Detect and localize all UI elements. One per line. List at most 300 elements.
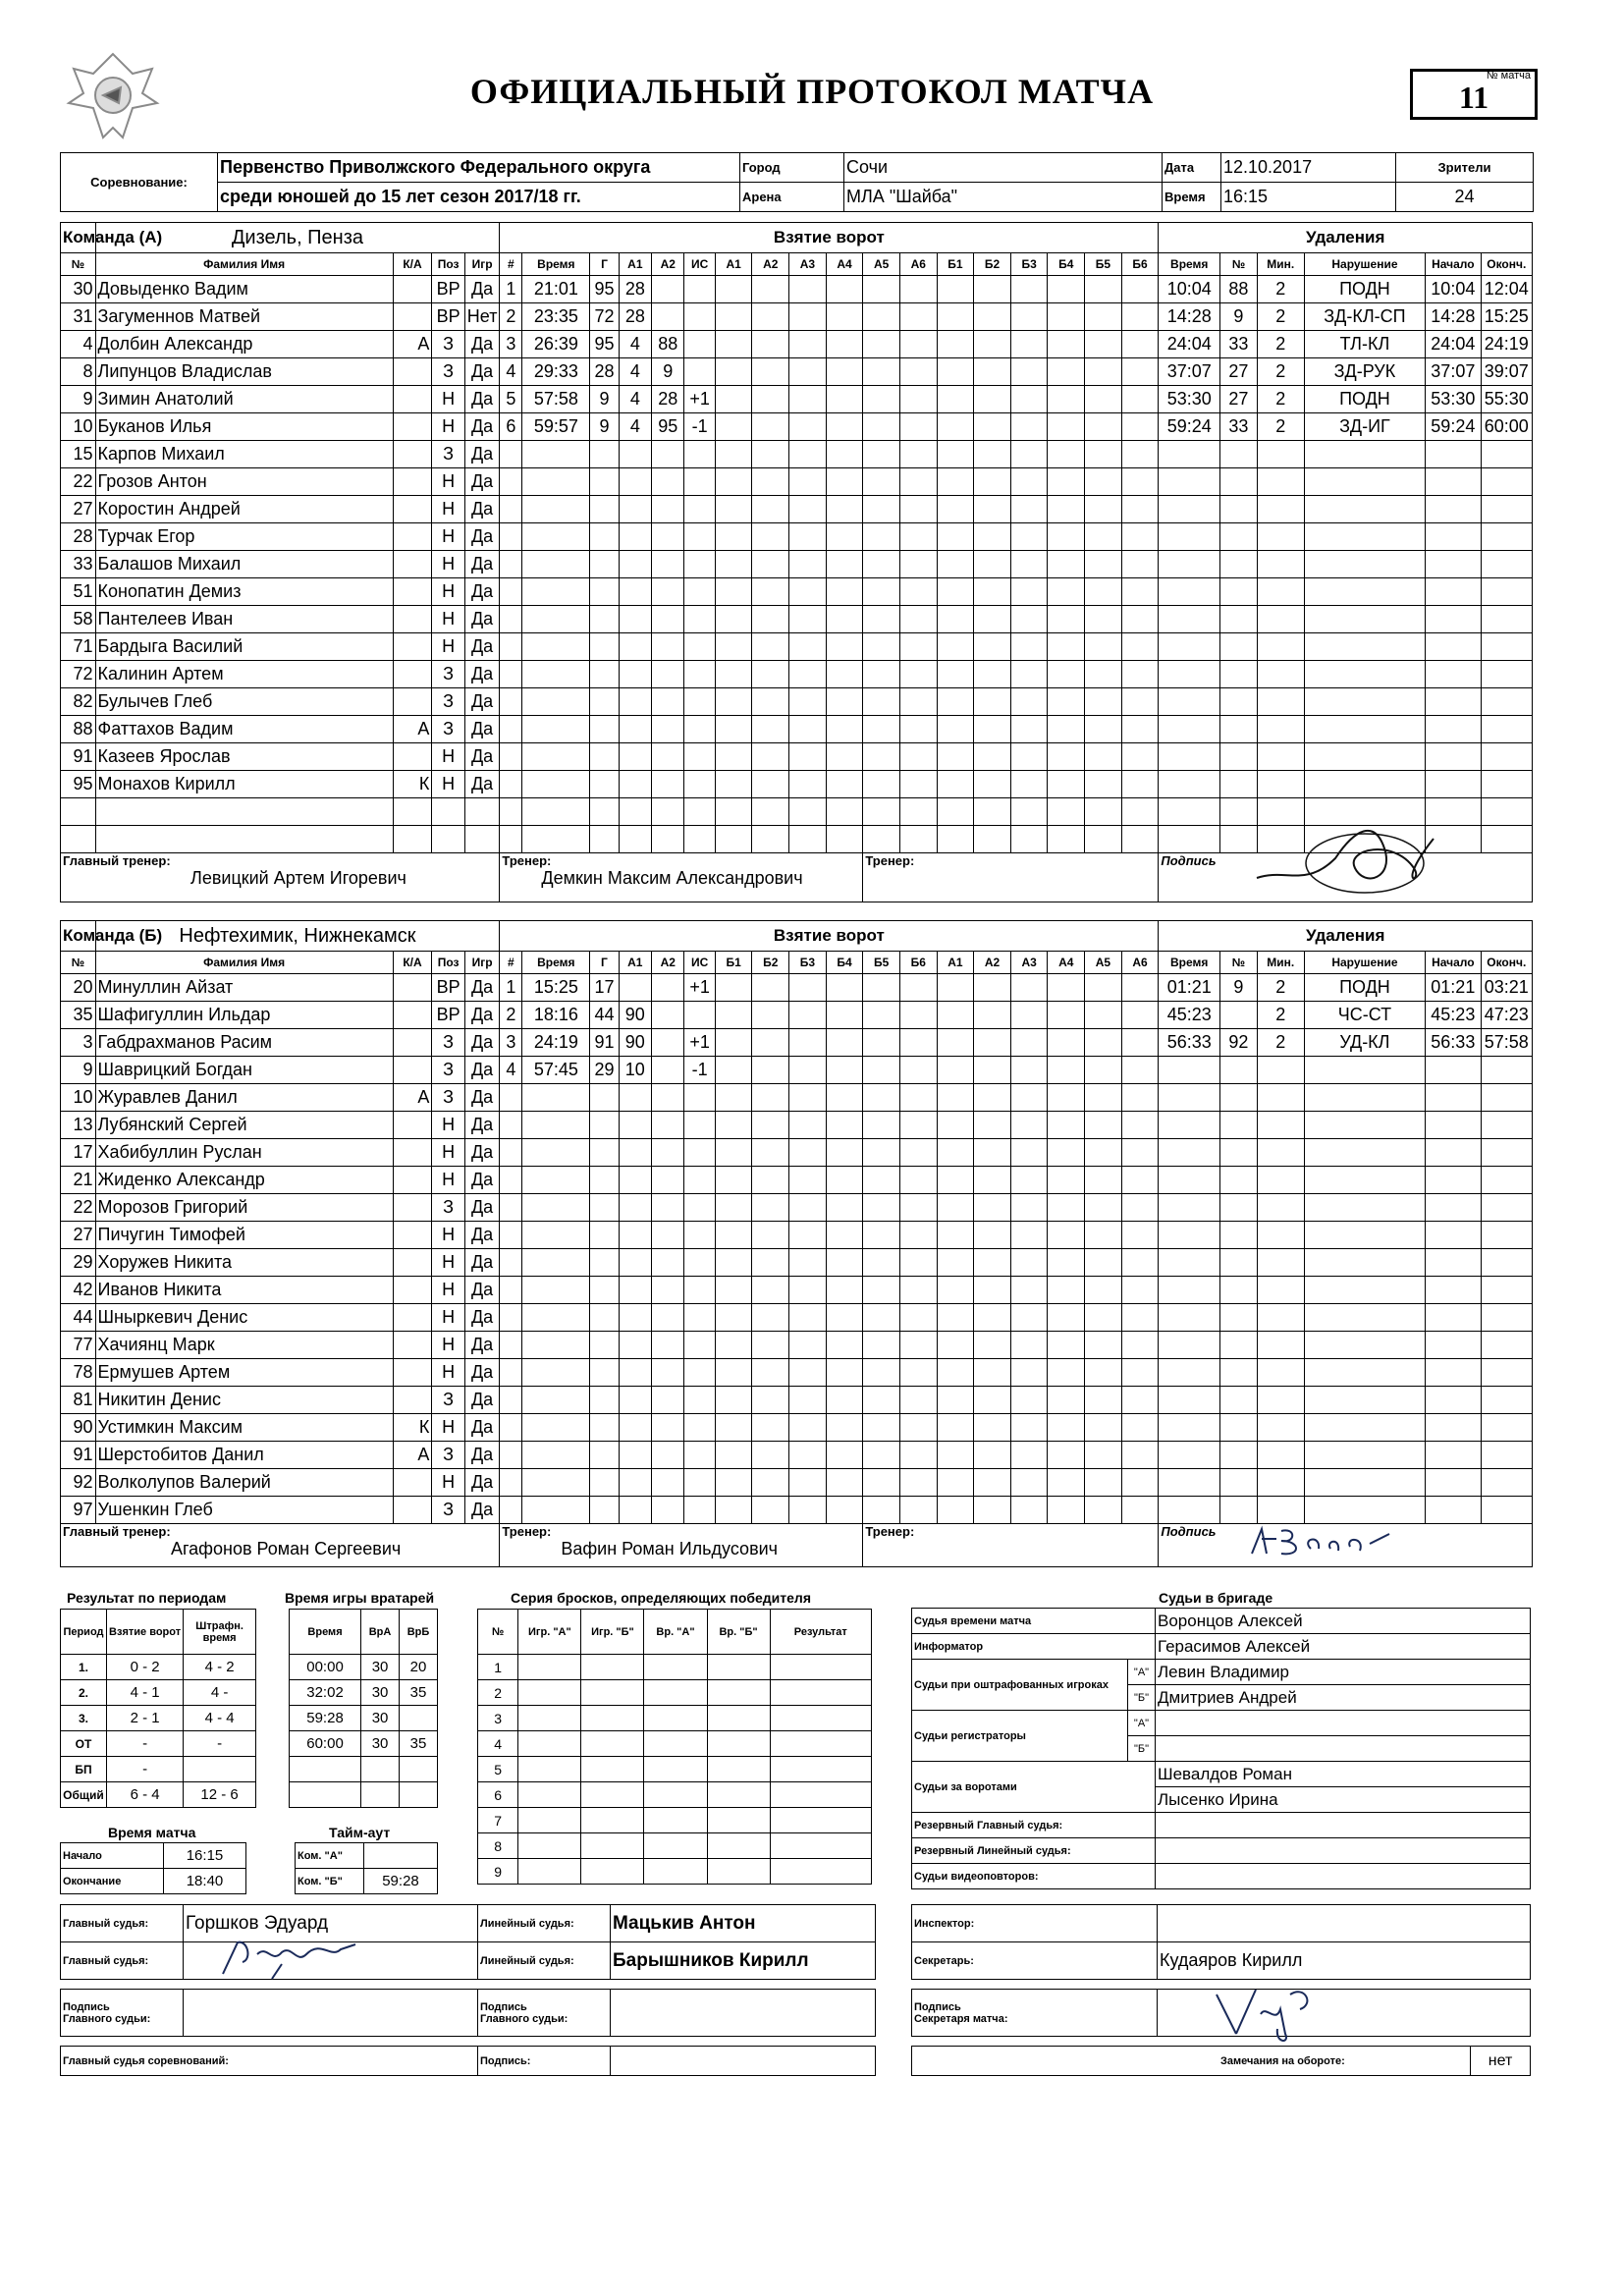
- player-name: Ушенкин Глеб: [95, 1497, 393, 1524]
- col-header: №: [61, 253, 96, 276]
- penalty-start: [1426, 688, 1481, 716]
- penalty-time: [1159, 1497, 1220, 1524]
- player-position: З: [432, 1194, 464, 1222]
- player-played: Да: [464, 1387, 500, 1414]
- goal-scorer: 44: [590, 1002, 619, 1029]
- on-ice-player: [863, 606, 900, 633]
- goalie-row: [290, 1757, 438, 1782]
- on-ice-player: [826, 633, 863, 661]
- goal-strength: [684, 1387, 715, 1414]
- on-ice-player: [1048, 468, 1085, 496]
- player-number: 21: [61, 1167, 96, 1194]
- player-number: 22: [61, 468, 96, 496]
- on-ice-player: [715, 1469, 752, 1497]
- on-ice-player: [1048, 1194, 1085, 1222]
- on-ice-player: [899, 1359, 937, 1387]
- col-header: #: [500, 952, 522, 974]
- penalty-start: 45:23: [1426, 1002, 1481, 1029]
- spectators-value: 24: [1396, 183, 1534, 212]
- col-header: А2: [752, 253, 789, 276]
- penalty-end: 39:07: [1481, 358, 1532, 386]
- on-ice-player: [1048, 1222, 1085, 1249]
- shootout-number: 9: [478, 1859, 518, 1885]
- goal-strength: +1: [684, 386, 715, 413]
- player-name: Буканов Илья: [95, 413, 393, 441]
- penalty-start: 37:07: [1426, 358, 1481, 386]
- team-a-row: [61, 441, 1533, 468]
- goal-scorer: [590, 1359, 619, 1387]
- on-ice-player: [752, 303, 789, 331]
- on-ice-player: [1048, 661, 1085, 688]
- on-ice-player: [715, 303, 752, 331]
- player-captain-mark: [393, 413, 432, 441]
- col-header: Г: [590, 952, 619, 974]
- goal-assist-2: [652, 551, 684, 578]
- player-captain-mark: [393, 606, 432, 633]
- penalty-start: [1426, 441, 1481, 468]
- player-captain-mark: [393, 551, 432, 578]
- on-ice-player: [1010, 1002, 1048, 1029]
- goal-number: [500, 1497, 522, 1524]
- player-played: Да: [464, 551, 500, 578]
- player-played: Да: [464, 578, 500, 606]
- goal-assist-2: [652, 1222, 684, 1249]
- penalty-time: [1159, 1442, 1220, 1469]
- player-name: Фаттахов Вадим: [95, 716, 393, 743]
- penalty-time: [1159, 496, 1220, 523]
- player-played: Да: [464, 1222, 500, 1249]
- on-ice-player: [899, 798, 937, 826]
- player-number: 71: [61, 633, 96, 661]
- on-ice-player: [899, 1029, 937, 1057]
- goal-strength: [684, 1277, 715, 1304]
- goal-assist-1: 28: [619, 276, 651, 303]
- player-position: Н: [432, 496, 464, 523]
- goalie-row: [290, 1655, 438, 1680]
- col-header: Игр: [464, 253, 500, 276]
- on-ice-player: [863, 716, 900, 743]
- goal-number: 4: [500, 1057, 522, 1084]
- on-ice-player: [899, 826, 937, 853]
- col-header: А1: [619, 952, 651, 974]
- on-ice-player: [826, 1167, 863, 1194]
- penalty-end: [1481, 1497, 1532, 1524]
- shootout-cell: [581, 1833, 644, 1859]
- period-name: 1.: [61, 1655, 107, 1680]
- on-ice-player: [937, 578, 974, 606]
- penalty-minutes: 2: [1257, 1029, 1304, 1057]
- shootout-row: [478, 1782, 872, 1808]
- goal-assist-2: [652, 716, 684, 743]
- on-ice-player: [1010, 1194, 1048, 1222]
- on-ice-player: [899, 1387, 937, 1414]
- player-number: 13: [61, 1112, 96, 1139]
- shootout-cell: [581, 1731, 644, 1757]
- player-number: 10: [61, 1084, 96, 1112]
- goal-scorer: [590, 1277, 619, 1304]
- player-captain-mark: [393, 1057, 432, 1084]
- on-ice-player: [1121, 1387, 1159, 1414]
- goal-assist-2: [652, 826, 684, 853]
- team-b-row: [61, 1194, 1533, 1222]
- date-value: 12.10.2017: [1221, 153, 1396, 183]
- team-a-row: [61, 496, 1533, 523]
- penalty-start: 56:33: [1426, 1029, 1481, 1057]
- player-played: Да: [464, 1332, 500, 1359]
- goal-strength: [684, 1222, 715, 1249]
- on-ice-player: [863, 523, 900, 551]
- penalty-judge-a: Левин Владимир: [1156, 1660, 1531, 1685]
- penalty-time: [1159, 578, 1220, 606]
- penalty-end: [1481, 496, 1532, 523]
- date-label: Дата: [1163, 153, 1221, 183]
- penalty-start: [1426, 661, 1481, 688]
- on-ice-player: [863, 1194, 900, 1222]
- player-captain-mark: [393, 468, 432, 496]
- goal-number: [500, 1139, 522, 1167]
- goal-assist-2: [652, 1084, 684, 1112]
- on-ice-player: [752, 1277, 789, 1304]
- goal-assist-1: [619, 1442, 651, 1469]
- on-ice-player: [1048, 1057, 1085, 1084]
- player-name: Долбин Александр: [95, 331, 393, 358]
- on-ice-player: [1121, 798, 1159, 826]
- penalty-minutes: 2: [1257, 1002, 1304, 1029]
- on-ice-player: [1085, 826, 1122, 853]
- on-ice-player: [974, 1222, 1011, 1249]
- period-pim: 4 - 4: [184, 1706, 256, 1731]
- on-ice-player: [752, 1057, 789, 1084]
- player-position: З: [432, 1029, 464, 1057]
- goal-time: [522, 798, 590, 826]
- remarks-value: нет: [1470, 2047, 1530, 2075]
- on-ice-player: [1010, 798, 1048, 826]
- goalie-row: [290, 1731, 438, 1757]
- on-ice-player: [937, 716, 974, 743]
- on-ice-player: [789, 771, 827, 798]
- player-played: Да: [464, 1194, 500, 1222]
- on-ice-player: [1010, 441, 1048, 468]
- on-ice-player: [1085, 1359, 1122, 1387]
- team-b-head-coach: Агафонов Роман Сергеевич: [171, 1539, 402, 1558]
- goal-number: 1: [500, 974, 522, 1002]
- on-ice-player: [826, 1387, 863, 1414]
- goal-scorer: [590, 633, 619, 661]
- team-b-signature: [1242, 1519, 1399, 1568]
- penalty-time: 10:04: [1159, 276, 1220, 303]
- goalie-time: 00:00: [290, 1655, 361, 1680]
- penalty-time: [1159, 468, 1220, 496]
- penalty-minutes: [1257, 578, 1304, 606]
- penalty-end: 55:30: [1481, 386, 1532, 413]
- goalie-a: 30: [361, 1706, 400, 1731]
- on-ice-player: [715, 468, 752, 496]
- goal-assist-1: [619, 1084, 651, 1112]
- periods-h-period: Период: [61, 1610, 107, 1655]
- comp-main-ref-label: Главный судья соревнований:: [61, 2047, 478, 2076]
- player-position: Н: [432, 771, 464, 798]
- on-ice-player: [937, 331, 974, 358]
- on-ice-player: [752, 1304, 789, 1332]
- goalie-time: 32:02: [290, 1680, 361, 1706]
- goal-time: 57:45: [522, 1057, 590, 1084]
- goal-scorer: [590, 1304, 619, 1332]
- penalty-start: [1426, 1084, 1481, 1112]
- main-ref-sig-label-2: Подпись Главного судьи:: [478, 1990, 611, 2037]
- goal-time: 24:19: [522, 1029, 590, 1057]
- penalty-time: [1159, 1304, 1220, 1332]
- player-number: 22: [61, 1194, 96, 1222]
- penalty-player: [1220, 688, 1258, 716]
- goal-scorer: [590, 1249, 619, 1277]
- on-ice-player: [826, 1112, 863, 1139]
- team-a-row: [61, 468, 1533, 496]
- on-ice-player: [974, 1057, 1011, 1084]
- penalty-minutes: [1257, 1469, 1304, 1497]
- penalty-start: [1426, 771, 1481, 798]
- col-header: А2: [652, 253, 684, 276]
- penalty-time: [1159, 1332, 1220, 1359]
- on-ice-player: [899, 1194, 937, 1222]
- on-ice-player: [752, 1249, 789, 1277]
- on-ice-player: [826, 1222, 863, 1249]
- goal-strength: [684, 551, 715, 578]
- on-ice-player: [1085, 688, 1122, 716]
- player-played: Да: [464, 1304, 500, 1332]
- goal-scorer: [590, 1222, 619, 1249]
- on-ice-player: [752, 1497, 789, 1524]
- comp-sig-label: Подпись:: [478, 2047, 611, 2076]
- penalty-infraction: [1304, 1249, 1425, 1277]
- player-played: Да: [464, 523, 500, 551]
- goal-number: [500, 1222, 522, 1249]
- on-ice-player: [974, 468, 1011, 496]
- on-ice-player: [899, 1002, 937, 1029]
- goal-assist-2: [652, 633, 684, 661]
- period-row: [61, 1655, 256, 1680]
- team-a-name: Дизель, Пенза: [95, 223, 500, 253]
- goal-scorer: [590, 798, 619, 826]
- team-b-row: [61, 1057, 1533, 1084]
- team-a-signature-cell: [1159, 853, 1533, 902]
- shootout-cell: [518, 1757, 581, 1782]
- team-a-row: [61, 771, 1533, 798]
- goal-assist-2: 95: [652, 413, 684, 441]
- on-ice-player: [1121, 413, 1159, 441]
- on-ice-player: [752, 551, 789, 578]
- on-ice-player: [1048, 1359, 1085, 1387]
- on-ice-player: [899, 303, 937, 331]
- goal-assist-1: 4: [619, 386, 651, 413]
- penalty-player: [1220, 1249, 1258, 1277]
- penalty-time: 45:23: [1159, 1002, 1220, 1029]
- informer: Герасимов Алексей: [1156, 1634, 1531, 1660]
- informer-label: Информатор: [912, 1634, 1156, 1660]
- penalty-player: 92: [1220, 1029, 1258, 1057]
- on-ice-player: [789, 578, 827, 606]
- on-ice-player: [789, 441, 827, 468]
- on-ice-player: [937, 1002, 974, 1029]
- goal-assist-2: [652, 1387, 684, 1414]
- goalies-table: [289, 1609, 438, 1808]
- remarks-label: Замечания на обороте:: [1220, 2054, 1345, 2067]
- shootout-cell: [644, 1782, 707, 1808]
- on-ice-player: [1121, 1442, 1159, 1469]
- goal-strength: [684, 771, 715, 798]
- goal-strength: [684, 798, 715, 826]
- goal-assist-2: [652, 743, 684, 771]
- player-number: 92: [61, 1469, 96, 1497]
- on-ice-player: [1048, 771, 1085, 798]
- penalty-start: [1426, 1387, 1481, 1414]
- team-b-row: [61, 1277, 1533, 1304]
- on-ice-player: [715, 1277, 752, 1304]
- on-ice-player: [826, 303, 863, 331]
- goal-assist-2: [652, 1304, 684, 1332]
- goal-assist-2: [652, 468, 684, 496]
- goal-scorer: 72: [590, 303, 619, 331]
- team-b-coach2-cell: [863, 1524, 1159, 1567]
- on-ice-player: [974, 688, 1011, 716]
- secretary-label: Секретарь:: [912, 1942, 1158, 1980]
- player-captain-mark: [393, 1387, 432, 1414]
- player-position: З: [432, 1057, 464, 1084]
- team-a-row: [61, 688, 1533, 716]
- on-ice-player: [1085, 578, 1122, 606]
- player-played: Да: [464, 331, 500, 358]
- on-ice-player: [1048, 441, 1085, 468]
- on-ice-player: [899, 661, 937, 688]
- goal-strength: [684, 1084, 715, 1112]
- goal-assist-1: [619, 974, 651, 1002]
- player-position: З: [432, 1442, 464, 1469]
- on-ice-player: [1010, 1112, 1048, 1139]
- goal-assist-2: [652, 1167, 684, 1194]
- on-ice-player: [752, 826, 789, 853]
- team-b-row: [61, 1084, 1533, 1112]
- on-ice-player: [863, 578, 900, 606]
- goalies-h-time: Время: [290, 1610, 361, 1655]
- shootout-cell: [644, 1731, 707, 1757]
- penalty-infraction: [1304, 716, 1425, 743]
- player-captain-mark: [393, 303, 432, 331]
- on-ice-player: [826, 1304, 863, 1332]
- team-b-coach-label: Тренер:: [502, 1524, 552, 1539]
- goal-assist-1: [619, 1222, 651, 1249]
- on-ice-player: [826, 1414, 863, 1442]
- on-ice-player: [1121, 276, 1159, 303]
- penalty-time: [1159, 1387, 1220, 1414]
- shootout-cell: [644, 1680, 707, 1706]
- on-ice-player: [1048, 633, 1085, 661]
- on-ice-player: [1048, 1139, 1085, 1167]
- col-header: Б6: [1121, 253, 1159, 276]
- penalty-infraction: [1304, 1112, 1425, 1139]
- period-goals: -: [106, 1757, 183, 1782]
- team-a-coach: Демкин Максим Александрович: [541, 868, 803, 888]
- team-b-coach2-label: Тренер:: [865, 1524, 915, 1539]
- on-ice-player: [974, 1249, 1011, 1277]
- on-ice-player: [752, 688, 789, 716]
- player-name: Пантелеев Иван: [95, 606, 393, 633]
- shootout-h-pa: Игр. "А": [518, 1610, 581, 1655]
- on-ice-player: [1010, 358, 1048, 386]
- col-header: А1: [619, 253, 651, 276]
- goal-scorer: [590, 1139, 619, 1167]
- on-ice-player: [1121, 826, 1159, 853]
- goal-strength: [684, 606, 715, 633]
- on-ice-player: [1048, 1332, 1085, 1359]
- on-ice-player: [1010, 1084, 1048, 1112]
- on-ice-player: [863, 1002, 900, 1029]
- on-ice-player: [1121, 358, 1159, 386]
- penalty-time: [1159, 1167, 1220, 1194]
- shootout-row: [478, 1757, 872, 1782]
- goal-strength: [684, 468, 715, 496]
- player-number: 27: [61, 1222, 96, 1249]
- goal-strength: [684, 716, 715, 743]
- goal-judge-1: Шевалдов Роман: [1156, 1762, 1531, 1787]
- on-ice-player: [715, 578, 752, 606]
- on-ice-player: [1085, 771, 1122, 798]
- secretary-sig-label: Подпись Секретаря матча:: [912, 1990, 1158, 2037]
- on-ice-player: [937, 1332, 974, 1359]
- on-ice-player: [752, 578, 789, 606]
- goal-strength: [684, 1469, 715, 1497]
- on-ice-player: [899, 1497, 937, 1524]
- on-ice-player: [974, 303, 1011, 331]
- goal-assist-1: [619, 1194, 651, 1222]
- on-ice-player: [752, 1222, 789, 1249]
- on-ice-player: [863, 413, 900, 441]
- goal-assist-2: [652, 578, 684, 606]
- goal-time: [522, 1139, 590, 1167]
- col-header: А4: [826, 253, 863, 276]
- on-ice-player: [826, 1277, 863, 1304]
- penalty-start: 14:28: [1426, 303, 1481, 331]
- on-ice-player: [937, 276, 974, 303]
- on-ice-player: [863, 1304, 900, 1332]
- on-ice-player: [937, 771, 974, 798]
- goal-assist-2: [652, 1469, 684, 1497]
- on-ice-player: [715, 523, 752, 551]
- player-position: Н: [432, 578, 464, 606]
- goal-assist-2: [652, 1332, 684, 1359]
- goal-strength: [684, 1139, 715, 1167]
- goal-number: [500, 661, 522, 688]
- penalty-end: 12:04: [1481, 276, 1532, 303]
- penalty-infraction: [1304, 1387, 1425, 1414]
- goal-number: [500, 606, 522, 633]
- goal-scorer: [590, 661, 619, 688]
- player-captain-mark: [393, 1139, 432, 1167]
- player-position: Н: [432, 1139, 464, 1167]
- on-ice-player: [789, 661, 827, 688]
- goalie-row: [290, 1706, 438, 1731]
- period-row: [61, 1731, 256, 1757]
- shootout-number: 5: [478, 1757, 518, 1782]
- goalie-a: [361, 1757, 400, 1782]
- penalty-minutes: [1257, 716, 1304, 743]
- penalty-minutes: [1257, 1359, 1304, 1387]
- penalty-infraction: [1304, 606, 1425, 633]
- col-header: ИС: [684, 253, 715, 276]
- on-ice-player: [974, 1084, 1011, 1112]
- on-ice-player: [899, 386, 937, 413]
- goal-time: [522, 1277, 590, 1304]
- team-b-row: [61, 1469, 1533, 1497]
- on-ice-player: [789, 688, 827, 716]
